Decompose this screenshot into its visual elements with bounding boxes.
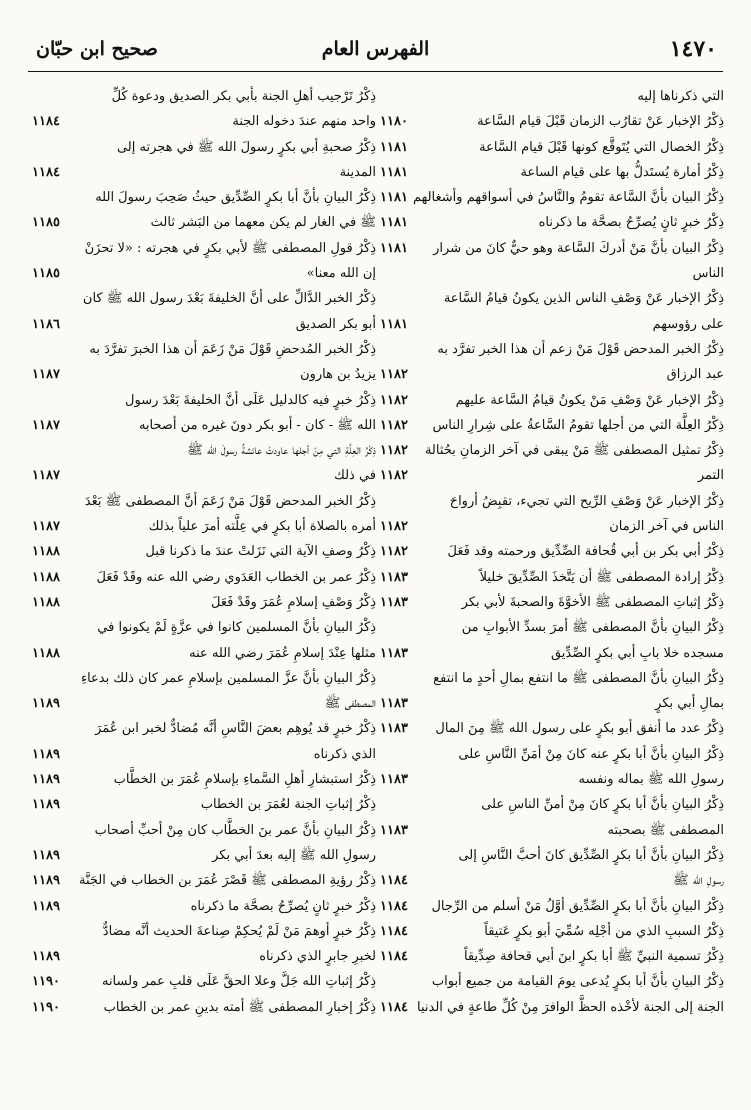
index-entry xyxy=(376,691,724,716)
entry-page-number: ١١٨٢ xyxy=(380,417,408,433)
index-entry xyxy=(28,135,376,160)
entry-text: ذِكْرُ تمثيل المصطفى ﷺ مَنْ يبقى في آخر الزمانِ بحُثالة xyxy=(424,443,724,459)
entry-text: ذِكْرُ العِلَّةِ التي مِنْ أجلها عاودتْ عائشةُ رسولَ الله ﷺ xyxy=(187,443,376,459)
entry-text: ذِكْرُ البيانِ بأنَّ عمر بنَ الخطَّاب كان مِنْ أحبِّ أصحاب xyxy=(94,822,376,838)
entry-text: ذِكْرُ وصفِ الآية التي نَزَلتْ عندَ ما ذكرنا قبل xyxy=(145,544,376,560)
index-entry xyxy=(376,109,724,134)
entry-page-number: ١١٨١ xyxy=(380,316,408,332)
index-entry xyxy=(376,337,724,362)
entry-text: رسولِ الله ﷺ إليه بعدَ أبي بكر xyxy=(212,847,376,863)
entry-page-number: ١١٨٥ xyxy=(32,266,60,282)
index-entry xyxy=(376,463,724,488)
index-entry xyxy=(28,716,376,741)
entry-page-number: ١١٨٩ xyxy=(32,696,60,712)
entry-text: ﷺ في الغار لم يكن معهما من البَشر ثالث xyxy=(150,215,376,231)
entry-page-number: ١١٨٣ xyxy=(380,772,408,788)
index-entry xyxy=(376,641,724,666)
index-entry xyxy=(28,489,376,514)
entry-text: ذِكْرُ إثباتِ الجنة لعُمَرَ بن الخطاب xyxy=(200,797,376,813)
entry-text: ذِكْرُ تسمية النبيِّ ﷺ أبا بكرٍ ابنَ أبي قحافة صِدِّيقاً xyxy=(463,949,724,965)
index-entry xyxy=(28,843,376,868)
index-entry xyxy=(28,818,376,843)
entry-text: أمره بالصلاة أبا بكرٍ في عِلَّته أمرَ علياً بذلك xyxy=(148,519,376,535)
index-entry xyxy=(28,185,376,210)
entry-page-number: ١١٨٨ xyxy=(32,569,60,585)
entry-page-number: ١١٨٩ xyxy=(32,898,60,914)
index-entry xyxy=(28,995,376,1020)
entry-page-number: ١١٨٤ xyxy=(32,114,60,130)
index-entry xyxy=(28,792,376,817)
entry-page-number: ١١٨٨ xyxy=(32,544,60,560)
index-entry xyxy=(376,615,724,640)
page-header xyxy=(28,34,723,70)
index-entry xyxy=(28,388,376,413)
entry-page-number: ١١٨٧ xyxy=(32,367,60,383)
entry-text: ذِكْرُ البيانِ بأنَّ أبا بكرٍ الصِّدِّيق حيثُ صَحِبَ رسولَ الله xyxy=(95,190,376,206)
entry-text: بمالِ أبي بكرٍ xyxy=(655,696,724,712)
index-entry xyxy=(376,160,724,185)
entry-text: ذِكْرُ خبرٍ ثانٍ يُصرِّحُ بصحَّة ما ذكرناه xyxy=(538,215,724,231)
entry-text: ذِكْرُ البيانِ بأنَّ أبا بكرٍ يُدعى يومَ القيامة من جميع أبواب xyxy=(431,974,724,990)
entry-text: ذِكْرُ صحبةِ أبي بكرٍ رسولَ الله ﷺ في هجرته إلى xyxy=(116,139,376,155)
entry-text: ذِكْرُ خبرٍ قد يُوهِم بعضَ النَّاسِ أنَّه مُضادٌّ لخبر ابن عُمَرَ xyxy=(95,721,376,737)
index-entry xyxy=(376,995,724,1020)
entry-text: ذِكْرُ أبي بكر بن أبي قُحافة الصِّدِّيق ورحمته وقد فَعَلَ xyxy=(447,544,724,560)
entry-page-number: ١١٨٣ xyxy=(380,721,408,737)
index-entry xyxy=(28,539,376,564)
entry-page-number: ١١٨٤ xyxy=(32,164,60,180)
entry-page-number: ١١٨٠ xyxy=(380,114,408,130)
entry-text: ذِكْرُ البيانِ بأنَّ المسلمين كانوا في عزَّةٍ لَمْ يكونوا في xyxy=(97,620,376,636)
index-entry xyxy=(376,312,724,337)
entry-text: ذِكْرُ الخبر المدحض قَوْلَ مَنْ زَعَمَ أنَّ المصطفى ﷺ بَعْدَ xyxy=(84,493,376,509)
index-entry xyxy=(376,286,724,311)
index-entry xyxy=(28,463,376,488)
entry-text: على رؤوسهم xyxy=(652,316,724,332)
entry-text: ذِكْرُ استبشارِ أهلِ السَّماءِ بإسلامِ عُمَرَ بن الخطَّاب xyxy=(113,772,376,788)
index-entry xyxy=(376,666,724,691)
index-entry xyxy=(28,236,376,261)
index-entry xyxy=(376,210,724,235)
index-entry xyxy=(28,337,376,362)
index-entry xyxy=(376,919,724,944)
index-column-right xyxy=(376,84,724,1020)
entry-text: في ذلك xyxy=(334,468,376,484)
index-entry xyxy=(28,565,376,590)
entry-text: رسولِ الله ﷺ بماله ونفسه xyxy=(578,772,724,788)
index-entry xyxy=(28,514,376,539)
index-entry xyxy=(376,84,724,109)
entry-page-number: ١١٨٦ xyxy=(32,316,60,332)
index-entry xyxy=(28,84,376,109)
index-entry xyxy=(376,388,724,413)
entry-page-number: ١١٨١ xyxy=(380,190,408,206)
index-entry xyxy=(28,868,376,893)
entry-text: الناس xyxy=(692,266,724,282)
entry-text: ذِكْرُ البيانِ بأنَّ عزَّ المسلمين بإسلامِ عمر كان ذلك بدعاءِ xyxy=(80,670,376,686)
entry-page-number: ١١٨٣ xyxy=(380,594,408,610)
entry-text: ذِكْرُ خبرٍ فيه كالدليل عَلَى أنَّ الخليفةَ بَعْدَ رسول xyxy=(125,392,376,408)
entry-text: ذِكْرُ البيانِ بأنَّ المصطفى ﷺ أمرَ بسدِّ الأبوابِ من xyxy=(461,620,724,636)
index-entry xyxy=(376,969,724,994)
entry-text: ذِكْرُ الخصال التي يُتَوقَّع كونها قَبْلَ قيام السَّاعة xyxy=(479,139,724,155)
page-number: ١٤٧٠ xyxy=(669,36,717,62)
index-entry xyxy=(28,413,376,438)
entry-text: ذِكْرُ الخبر المدحض قَوْلَ مَنْ زعم أن هذا الخبر تفرَّد به xyxy=(437,341,724,357)
index-entry xyxy=(28,691,376,716)
entry-page-number: ١١٨٩ xyxy=(32,772,60,788)
entry-page-number: ١١٨٢ xyxy=(380,392,408,408)
index-entry xyxy=(376,236,724,261)
entry-text: ذِكْرُ البيانِ بأنَّ أبا بكرٍ الصِّدِّيق كانَ أحبَّ النَّاسِ إلى xyxy=(458,847,724,863)
entry-page-number: ١١٨٩ xyxy=(32,949,60,965)
index-entry xyxy=(28,312,376,337)
index-entry xyxy=(376,894,724,919)
index-entry xyxy=(376,716,724,741)
entry-page-number: ١١٨٩ xyxy=(32,847,60,863)
entry-page-number: ١١٨١ xyxy=(380,139,408,155)
index-entry xyxy=(376,135,724,160)
entry-text: لخبرِ جابرٍ الذي ذكرناه xyxy=(259,949,376,965)
entry-text: ذِكْرُ البيان بأنَّ السَّاعة تقومُ والنَّاسُ في أسواقهم وأشغالهم xyxy=(412,190,724,206)
section-title: الفهرس العام xyxy=(321,38,430,60)
index-entry xyxy=(28,944,376,969)
entry-page-number: ١١٩٠ xyxy=(32,999,60,1015)
index-entry xyxy=(376,261,724,286)
entry-text: ذِكْرُ خبرٍ ثانٍ يُصرِّحُ بصحَّة ما ذكرناه xyxy=(190,898,376,914)
index-entry xyxy=(376,792,724,817)
entry-page-number: ١١٨٣ xyxy=(380,645,408,661)
index-entry xyxy=(28,286,376,311)
entry-page-number: ١١٨٨ xyxy=(32,594,60,610)
entry-page-number: ١١٨٨ xyxy=(32,645,60,661)
index-entry xyxy=(28,969,376,994)
index-entry xyxy=(376,413,724,438)
entry-text: ذِكْرُ عمر بن الخطاب العَدَوي رضي الله عنه وقَدْ فَعَلَ xyxy=(96,569,376,585)
index-entry xyxy=(28,438,376,463)
index-entry xyxy=(376,767,724,792)
entry-page-number: ١١٨٤ xyxy=(380,923,408,939)
index-entry xyxy=(28,210,376,235)
index-entry xyxy=(28,666,376,691)
entry-text: يزيدُ بن هارون xyxy=(300,367,376,383)
index-entry xyxy=(376,185,724,210)
entry-page-number: ١١٨٤ xyxy=(380,873,408,889)
entry-text: ذِكْرُ الإخبار عَنْ وَصْفِ مَنْ يكونُ قيامُ السَّاعة عليهم xyxy=(455,392,724,408)
header-rule xyxy=(28,71,723,72)
index-entry xyxy=(376,539,724,564)
index-entry xyxy=(376,590,724,615)
entry-page-number: ١١٨٤ xyxy=(380,898,408,914)
entry-text: الله ﷺ - كان - أبو بكر دونَ غيره من أصحابه xyxy=(138,417,376,433)
entry-text: المصطفى ﷺ xyxy=(324,696,376,712)
entry-text: ذِكْرُ الإخبار عَنْ وَصْفِ الرِّيح التي تجيء، تقبِضُ أرواحَ xyxy=(449,493,724,509)
index-entry xyxy=(28,615,376,640)
index-entry xyxy=(376,818,724,843)
entry-page-number: ١١٨٥ xyxy=(32,215,60,231)
entry-text: ذِكْرُ إرادة المصطفى ﷺ أن يَتَّخذَ الصِّدِّيقَ خليلاً xyxy=(479,569,724,585)
entry-text: ذِكْرُ أمارة يُستَدلُّ بها على قيام الساعة xyxy=(520,164,724,180)
entry-page-number: ١١٨٢ xyxy=(380,367,408,383)
entry-text: ذِكْرُ قولِ المصطفى ﷺ لأبي بكرٍ في هجرته : «لا تحزَنْ xyxy=(84,240,376,256)
index-entry xyxy=(376,565,724,590)
entry-page-number: ١١٨٢ xyxy=(380,519,408,535)
book-title: صحيح ابن حبّان xyxy=(36,38,158,60)
index-entry xyxy=(376,362,724,387)
entry-page-number: ١١٨٣ xyxy=(380,696,408,712)
entry-text: الناس في آخر الزمان xyxy=(609,519,724,535)
index-entry xyxy=(376,843,724,868)
entry-text: ذِكْرُ إثباتِ الله جَلَّ وعلا الحقَّ عَلَى قلبِ عمر ولسانه xyxy=(101,974,376,990)
entry-text: ذِكْرُ خبرٍ أوهمَ مَنْ لَمْ يُحكِمْ صِناعةَ الحديث أنَّه مضادٌّ xyxy=(102,923,376,939)
entry-page-number: ١١٨٩ xyxy=(32,746,60,762)
entry-text: ذِكْرُ البيانِ بأنَّ أبا بكرٍ كانَ مِنْ أمنِّ الناسِ على xyxy=(481,797,724,813)
index-column-left xyxy=(28,84,376,1020)
index-entry xyxy=(376,438,724,463)
entry-text: ذِكْرُ تَرْجيب أهلِ الجنة بأبي بكر الصديق ودعوة كُلِّ xyxy=(111,89,376,104)
entry-text: عبد الرزاق xyxy=(666,367,724,383)
entry-text: الذي ذكرناه xyxy=(313,746,376,762)
index-entry xyxy=(376,514,724,539)
index-entry xyxy=(28,160,376,185)
entry-text: مسجده خلا بابِ أبي بكرٍ الصِّدِّيق xyxy=(550,645,724,661)
entry-text: ذِكْرُ رؤيةِ المصطفى ﷺ قَصْرَ عُمَرَ بن الخطاب في الجَنَّة xyxy=(79,873,376,889)
entry-page-number: ١١٨٢ xyxy=(380,443,408,459)
entry-text: ذِكْرُ البيانِ بأنَّ أبا بكرٍ عنه كانَ مِنْ أمَنِّ النَّاسِ على xyxy=(458,746,724,762)
index-entry xyxy=(376,944,724,969)
entry-text: المدينة xyxy=(339,164,376,180)
entry-page-number: ١١٨٩ xyxy=(32,873,60,889)
entry-text: ذِكْرُ العِلَّة التي من أجلها تقومُ السَّاعةُ على شِرارِ الناس xyxy=(432,417,724,433)
entry-page-number: ١١٨٧ xyxy=(32,468,60,484)
entry-text: إن الله معنا» xyxy=(306,266,376,282)
entry-page-number: ١١٨٣ xyxy=(380,569,408,585)
entry-text: ذِكْرُ البيانِ بأنَّ المصطفى ﷺ ما انتفع بمالِ أحدٍ ما انتفع xyxy=(433,670,724,686)
index-entry xyxy=(28,894,376,919)
index-entry xyxy=(28,919,376,944)
entry-page-number: ١١٨٣ xyxy=(380,822,408,838)
index-entry xyxy=(376,489,724,514)
entry-text: ذِكْرُ الخبر الدَّالِّ على أنَّ الخليفةَ بَعْدَ رسول الله ﷺ كان xyxy=(82,291,376,307)
index-entry xyxy=(28,641,376,666)
entry-text: ذِكْرُ البيان بأنَّ مَنْ أدركَ السَّاعة وهو حيٌّ كانَ من شرار xyxy=(433,240,724,256)
index-entry xyxy=(28,261,376,286)
entry-text: ذِكْرُ البيانِ بأنَّ أبا بكرٍ الصِّدِّيق أوَّلُ مَنْ أسلم من الرِّجال xyxy=(431,898,724,914)
index-entry xyxy=(28,109,376,134)
entry-text: ذِكْرُ السببِ الذي من أجْلِه سُمِّيَ أبو بكرٍ عَتيقاً xyxy=(484,923,724,939)
entry-text: ذِكْرُ إثباتِ المصطفى ﷺ الأخوَّةَ والصحبةَ لأبي بكر xyxy=(461,594,724,610)
entry-page-number: ١١٨٤ xyxy=(380,999,408,1015)
entry-page-number: ١١٨٢ xyxy=(380,544,408,560)
index-entry xyxy=(376,868,724,893)
index-entry xyxy=(28,767,376,792)
index-entry xyxy=(28,742,376,767)
entry-text: أبو بكر الصديق xyxy=(295,316,376,332)
entry-page-number: ١١٨٢ xyxy=(380,468,408,484)
entry-text: ذِكْرُ الإخبار عَنْ وَصْفِ الناس الذين يكونُ قيامُ السَّاعة xyxy=(443,291,724,307)
entry-page-number: ١١٨٤ xyxy=(380,949,408,965)
entry-text: مثلها عِنْدَ إسلامِ عُمَرَ رضي الله عنه xyxy=(189,645,376,661)
entry-text: ذِكْرُ الإخبار عَنْ تقارُب الزمان قَبْلَ قيام السَّاعة xyxy=(477,114,724,130)
entry-text: التي ذكرناها إليه xyxy=(637,89,724,104)
entry-text: واحد منهم عندَ دخوله الجنة xyxy=(232,114,376,130)
entry-text: المصطفى ﷺ بصحبته xyxy=(607,822,724,838)
index-entry xyxy=(376,742,724,767)
entry-page-number: ١١٨١ xyxy=(380,240,408,256)
entry-page-number: ١١٨٩ xyxy=(32,797,60,813)
entry-page-number: ١١٨٧ xyxy=(32,417,60,433)
index-entry xyxy=(28,362,376,387)
entry-text: ذِكْرُ عدد ما أنفق أبو بكرٍ على رسول الله ﷺ مِنَ المال xyxy=(435,721,724,737)
entry-text: رسولِ الله ﷺ xyxy=(673,873,724,889)
entry-page-number: ١١٨١ xyxy=(380,164,408,180)
entry-page-number: ١١٩٠ xyxy=(32,974,60,990)
entry-page-number: ١١٨٧ xyxy=(32,519,60,535)
entry-text: ذِكْرُ إخبارِ المصطفى ﷺ أمته بدينِ عمر بن الخطاب xyxy=(103,999,376,1015)
index-entry xyxy=(28,590,376,615)
entry-text: التمر xyxy=(697,468,724,484)
entry-text: الجنة إلى الجنة لأخْذه الحظَّ الوافرَ مِنْ كُلِّ طاعةٍ في الدنيا xyxy=(417,999,724,1015)
entry-page-number: ١١٨١ xyxy=(380,215,408,231)
entry-text: ذِكْرُ الخبر المُدحضِ قَوْلَ مَنْ زَعَمَ أن هذا الخبرَ تفرَّدَ به xyxy=(89,341,376,357)
entry-text: ذِكْرُ وَصْفِ إسلامِ عُمَرَ وقَدْ فَعَلَ xyxy=(211,594,376,610)
